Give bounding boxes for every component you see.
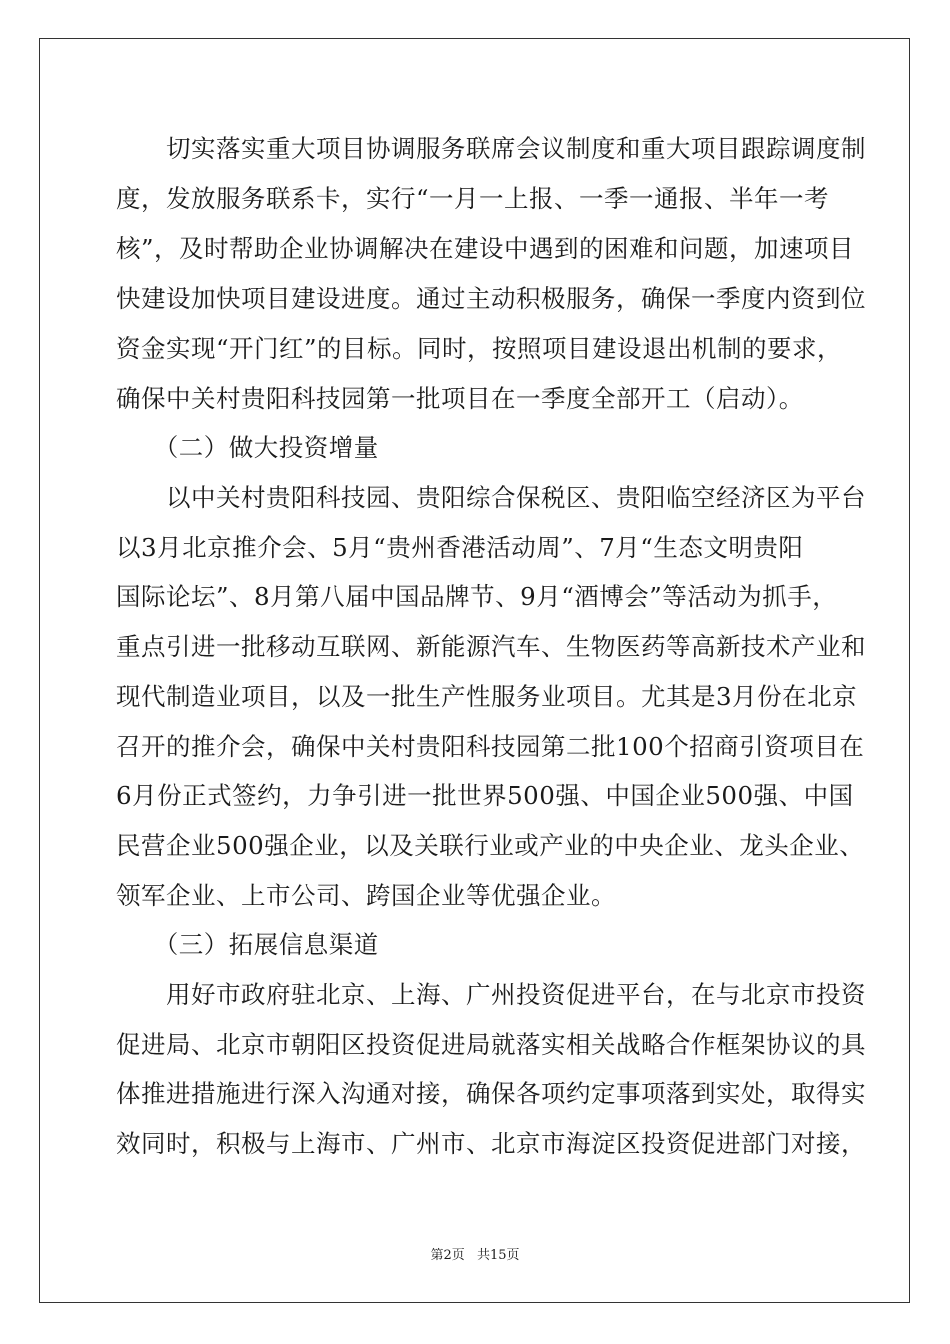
text-line: 核”，及时帮助企业协调解决在建设中遇到的困难和问题，加速项目 xyxy=(116,234,855,263)
text-line: 以3月北京推介会、5月“贵州香港活动周”、7月“生态文明贵阳 xyxy=(116,533,804,562)
text-line: 体推进措施进行深入沟通对接，确保各项约定事项落到实处，取得实 xyxy=(116,1079,866,1108)
text-line: 确保中关村贵阳科技园第一批项目在一季度全部开工（启动）。 xyxy=(116,384,804,413)
page-total: 共15页 xyxy=(476,1248,520,1263)
text-line: 资金实现“开门红”的目标。同时，按照项目建设退出机制的要求， xyxy=(116,334,843,363)
text-line: 快建设加快项目建设进度。通过主动积极服务，确保一季度内资到位 xyxy=(116,284,866,313)
text-line: 效同时，积极与上海市、广州市、北京市海淀区投资促进部门对接， xyxy=(116,1129,866,1158)
text-line: 度，发放服务联系卡，实行“一月一上报、一季一通报、半年一考 xyxy=(116,184,830,213)
text-line: 现代制造业项目，以及一批生产性服务业项目。尤其是3月份在北京 xyxy=(116,682,858,711)
section-heading: （三）拓展信息渠道 xyxy=(116,930,379,959)
text-line: 促进局、北京市朝阳区投资促进局就落实相关战略合作框架协议的具 xyxy=(116,1030,866,1059)
text-line: 召开的推介会，确保中关村贵阳科技园第二批100个招商引资项目在 xyxy=(116,732,865,761)
page-footer xyxy=(0,1247,950,1265)
text-line: 6月份正式签约，力争引进一批世界500强、中国企业500强、中国 xyxy=(116,781,854,810)
text-line: 领军企业、上市公司、跨国企业等优强企业。 xyxy=(116,881,616,910)
text-line: 用好市政府驻北京、上海、广州投资促进平台，在与北京市投资 xyxy=(116,980,866,1009)
page-border xyxy=(39,38,910,1303)
text-line: 以中关村贵阳科技园、贵阳综合保税区、贵阳临空经济区为平台 xyxy=(116,483,866,512)
text-line: 切实落实重大项目协调服务联席会议制度和重大项目跟踪调度制 xyxy=(116,134,866,163)
text-line: 国际论坛”、8月第八届中国品牌节、9月“酒博会”等活动为抓手， xyxy=(116,582,838,611)
page-number: 第2页 xyxy=(430,1248,465,1263)
text-line: 民营企业500强企业，以及关联行业或产业的中央企业、龙头企业、 xyxy=(116,831,865,860)
text-line: 重点引进一批移动互联网、新能源汽车、生物医药等高新技术产业和 xyxy=(116,632,866,661)
section-heading: （二）做大投资增量 xyxy=(116,433,379,462)
